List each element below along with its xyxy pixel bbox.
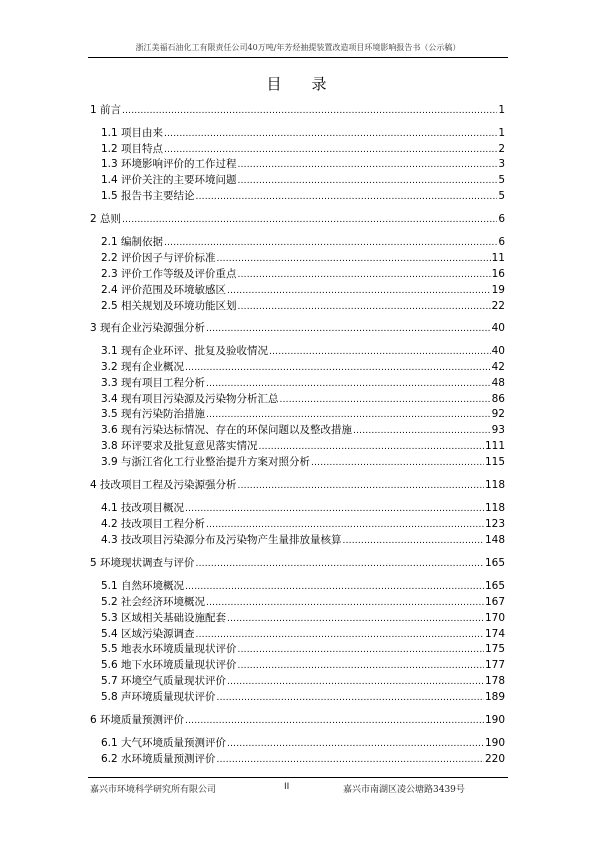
toc-entry-page: 190 — [484, 737, 505, 749]
toc-dot-leader — [227, 676, 484, 689]
toc-section-entry[interactable] — [101, 424, 505, 438]
header-rule — [88, 57, 508, 58]
toc-entry-page: 175 — [484, 643, 505, 655]
toc-entry-page: 167 — [484, 596, 505, 608]
title-char-2: 录 — [311, 75, 329, 93]
toc-entry-page: 190 — [484, 714, 505, 726]
toc-dot-leader — [238, 644, 484, 657]
footer-rule — [88, 777, 508, 778]
toc-section-entry[interactable] — [101, 158, 505, 172]
toc-section-entry[interactable] — [101, 456, 505, 470]
toc-dot-leader — [217, 253, 491, 266]
toc-entry-page: 1 — [498, 127, 505, 139]
toc-section-entry[interactable] — [101, 502, 505, 516]
toc-entry-title: 3.2 现有企业概况 — [101, 361, 185, 373]
toc-entry-title: 5.4 区域污染源调查 — [101, 628, 195, 640]
toc-entry-page: 170 — [484, 612, 505, 624]
toc-entry-title: 5.7 环境空气质量现状评价 — [101, 675, 227, 687]
toc-entry-title: 1.3 环境影响评价的工作过程 — [101, 158, 237, 170]
toc-entry-page: 165 — [484, 557, 505, 569]
toc-entry-page: 220 — [484, 753, 505, 765]
toc-section-entry[interactable] — [101, 143, 505, 157]
toc-entry-title: 4.2 技改项目工程分析 — [101, 518, 206, 530]
toc-entry-title: 6.2 水环境质量预测评价 — [101, 753, 216, 765]
toc-entry-title: 2.4 评价范围及环境敏感区 — [101, 284, 227, 296]
toc-section-entry[interactable] — [101, 628, 505, 642]
toc-entry-page: 93 — [491, 424, 505, 436]
toc-entry-title: 3.5 现有污染防治措施 — [101, 408, 206, 420]
toc-section-entry[interactable] — [101, 377, 505, 391]
toc-dot-leader — [353, 425, 491, 438]
toc-chapter-entry[interactable] — [90, 213, 505, 227]
toc-dot-leader — [259, 441, 484, 454]
toc-chapter-entry[interactable] — [90, 322, 505, 336]
toc-dot-leader — [196, 558, 484, 571]
toc-dot-leader — [238, 159, 498, 172]
toc-entry-page: 123 — [484, 518, 505, 530]
toc-entry-page: 178 — [484, 675, 505, 687]
toc-entry-title: 3.6 现有污染达标情况、存在的环保问题以及整改措施 — [101, 424, 353, 436]
toc-entry-page: 174 — [484, 628, 505, 640]
toc-section-entry[interactable] — [101, 127, 505, 141]
toc-entry-page: 6 — [498, 236, 505, 248]
toc-dot-leader — [196, 191, 498, 204]
toc-entry-page: 48 — [491, 377, 505, 389]
toc-dot-leader — [185, 581, 484, 594]
toc-chapter-entry[interactable] — [90, 479, 505, 493]
toc-section-entry[interactable] — [101, 252, 505, 266]
toc-section-entry[interactable] — [101, 596, 505, 610]
toc-entry-title: 6.1 大气环境质量预测评价 — [101, 737, 227, 749]
footer-organization: 嘉兴市环境科学研究所有限公司 — [90, 785, 217, 795]
toc-entry-page: 1 — [498, 104, 505, 116]
toc-dot-leader — [185, 503, 484, 516]
toc-section-entry[interactable] — [101, 753, 505, 767]
toc-entry-title: 1.4 评价关注的主要环境问题 — [101, 174, 237, 186]
toc-chapter-entry[interactable] — [90, 104, 505, 118]
toc-entry-title: 5 环境现状调查与评价 — [90, 557, 195, 569]
toc-entry-page: 19 — [491, 284, 505, 296]
toc-entry-page: 165 — [484, 580, 505, 592]
toc-entry-page: 118 — [484, 502, 505, 514]
toc-entry-page: 177 — [484, 659, 505, 671]
toc-dot-leader — [238, 175, 498, 188]
toc-dot-leader — [185, 715, 484, 728]
toc-entry-title: 3.9 与浙江省化工行业整治提升方案对照分析 — [101, 456, 311, 468]
toc-section-entry[interactable] — [101, 268, 505, 282]
toc-entry-title: 5.6 地下水环境质量现状评价 — [101, 659, 237, 671]
toc-entry-title: 3.3 现有项目工程分析 — [101, 377, 206, 389]
toc-entry-title: 5.2 社会经济环境概况 — [101, 596, 206, 608]
toc-dot-leader — [206, 323, 491, 336]
toc-dot-leader — [343, 535, 484, 548]
toc-entry-page: 86 — [491, 393, 505, 405]
toc-entry-title: 2 总则 — [90, 213, 122, 225]
toc-dot-leader — [227, 285, 491, 298]
toc-dot-leader — [206, 519, 484, 532]
toc-entry-title: 1.2 项目特点 — [101, 143, 164, 155]
toc-entry-page: 40 — [491, 322, 505, 334]
toc-dot-leader — [206, 409, 491, 422]
toc-entry-title: 2.1 编制依据 — [101, 236, 164, 248]
toc-entry-title: 5.5 地表水环境质量现状评价 — [101, 643, 237, 655]
toc-entry-title: 3.1 现有企业环评、批复及验收情况 — [101, 345, 269, 357]
toc-dot-leader — [122, 214, 497, 227]
toc-entry-page: 118 — [484, 479, 505, 491]
toc-section-entry[interactable] — [101, 345, 505, 359]
toc-entry-title: 5.8 声环境质量现状评价 — [101, 691, 216, 703]
toc-dot-leader — [217, 692, 484, 705]
toc-entry-title: 2.5 相关规划及环境功能区划 — [101, 300, 237, 312]
toc-dot-leader — [185, 362, 491, 375]
toc-section-entry[interactable] — [101, 440, 505, 454]
toc-entry-title: 5.3 区域相关基础设施配套 — [101, 612, 227, 624]
toc-entry-page: 3 — [498, 158, 505, 170]
toc-dot-leader — [311, 457, 484, 470]
toc-dot-leader — [269, 346, 491, 359]
toc-entry-page: 42 — [491, 361, 505, 373]
toc-section-entry[interactable] — [101, 190, 505, 204]
toc-section-entry[interactable] — [101, 361, 505, 375]
toc-section-entry[interactable] — [101, 737, 505, 751]
toc-entry-title: 1.5 报告书主要结论 — [101, 190, 195, 202]
toc-section-entry[interactable] — [101, 408, 505, 422]
toc-entry-page: 92 — [491, 408, 505, 420]
toc-dot-leader — [206, 378, 491, 391]
toc-entry-page: 2 — [498, 143, 505, 155]
toc-chapter-entry[interactable] — [90, 714, 505, 728]
running-header: 浙江美福石油化工有限责任公司40万吨/年芳烃抽提装置改造项目环境影响报告书（公示稿） — [135, 43, 461, 52]
toc-entry-page: 11 — [491, 252, 505, 264]
toc-section-entry[interactable] — [101, 300, 505, 314]
toc-entry-title: 4.1 技改项目概况 — [101, 502, 185, 514]
toc-entry-page: 6 — [498, 213, 505, 225]
toc-dot-leader — [280, 394, 491, 407]
toc-section-entry[interactable] — [101, 518, 505, 532]
toc-entry-title: 3 现有企业污染源强分析 — [90, 322, 206, 334]
toc-section-entry[interactable] — [101, 284, 505, 298]
toc-entry-title: 5.1 自然环境概况 — [101, 580, 185, 592]
toc-section-entry[interactable] — [101, 691, 505, 705]
toc-section-entry[interactable] — [101, 612, 505, 626]
toc-section-entry[interactable] — [101, 236, 505, 250]
toc-entry-title: 3.4 现有项目污染源及污染物分析汇总 — [101, 393, 279, 405]
toc-dot-leader — [238, 301, 491, 314]
toc-entry-title: 3.8 环评要求及批复意见落实情况 — [101, 440, 258, 452]
footer-address: 嘉兴市南湖区凌公塘路3439号 — [343, 785, 465, 795]
toc-section-entry[interactable] — [101, 643, 505, 657]
toc-dot-leader — [238, 660, 484, 673]
toc-chapter-entry[interactable] — [90, 557, 505, 571]
toc-entry-page: 40 — [491, 345, 505, 357]
toc-section-entry[interactable] — [101, 580, 505, 594]
toc-entry-page: 148 — [484, 534, 505, 546]
page-title — [0, 73, 595, 94]
toc-entry-title: 1 前言 — [90, 104, 122, 116]
footer-page-number: II — [284, 782, 290, 792]
toc-entry-page: 189 — [484, 691, 505, 703]
toc-entry-title: 1.1 项目由来 — [101, 127, 164, 139]
toc-section-entry[interactable] — [101, 393, 505, 407]
toc-entry-title: 4 技改项目工程及污染源强分析 — [90, 479, 237, 491]
toc-entry-page: 111 — [484, 440, 505, 452]
toc-entry-page: 22 — [491, 300, 505, 312]
toc-entry-title: 6 环境质量预测评价 — [90, 714, 185, 726]
toc-section-entry[interactable] — [101, 174, 505, 188]
toc-dot-leader — [217, 754, 484, 767]
toc-entry-title: 4.3 技改项目污染源分布及污染物产生量排放量核算 — [101, 534, 342, 546]
toc-dot-leader — [122, 105, 497, 118]
toc-entry-title: 2.2 评价因子与评价标准 — [101, 252, 216, 264]
toc-section-entry[interactable] — [101, 659, 505, 673]
title-char-1: 目 — [266, 75, 284, 93]
toc-dot-leader — [164, 128, 497, 141]
toc-section-entry[interactable] — [101, 675, 505, 689]
toc-entry-title: 2.3 评价工作等级及评价重点 — [101, 268, 237, 280]
toc-dot-leader — [227, 738, 484, 751]
toc-entry-page: 5 — [498, 190, 505, 202]
toc-entry-page: 16 — [491, 268, 505, 280]
toc-dot-leader — [164, 144, 497, 157]
toc-entry-page: 5 — [498, 174, 505, 186]
toc-entry-page: 115 — [484, 456, 505, 468]
toc-dot-leader — [164, 237, 497, 250]
toc-dot-leader — [206, 597, 484, 610]
toc-section-entry[interactable] — [101, 534, 505, 548]
toc-dot-leader — [238, 480, 484, 493]
toc-dot-leader — [196, 629, 484, 642]
toc-dot-leader — [227, 613, 484, 626]
toc-dot-leader — [238, 269, 491, 282]
